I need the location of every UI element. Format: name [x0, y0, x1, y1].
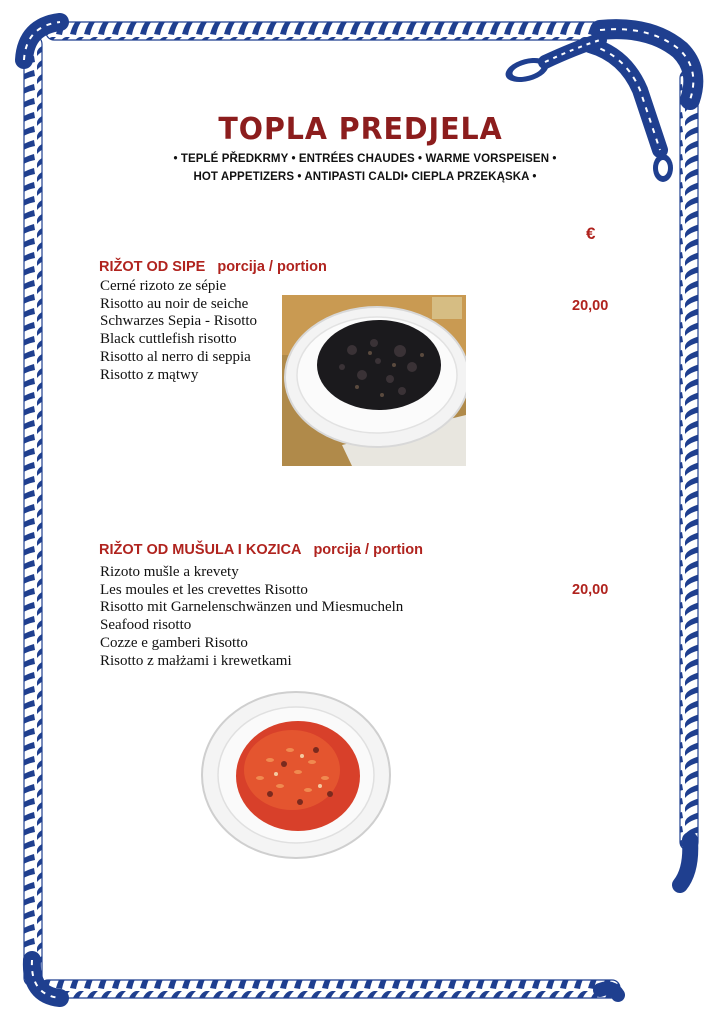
translation-item: Schwarzes Sepia - Risotto	[100, 313, 258, 330]
translation-item: Cozze e gamberi Risotto	[100, 634, 248, 651]
translation-item: Seafood risotto	[100, 617, 192, 634]
translation-item: Cerné rizoto ze sépie	[100, 278, 227, 294]
translation-item: Risotto au noir de seiche	[100, 295, 249, 312]
black-risotto-photo	[282, 295, 466, 466]
portion-label: porcija / portion	[217, 259, 327, 275]
translation-item: Risotto al nerro di seppia	[100, 348, 251, 365]
seafood-risotto-photo	[200, 690, 392, 860]
translation-item: Risotto z mątwy	[100, 366, 199, 383]
subtitle-languages-line-2: HOT APPETIZERS • ANTIPASTI CALDI• CIEPLA PRZEKĄSKA •	[193, 171, 537, 183]
dish-translations	[100, 278, 257, 384]
dish-heading	[99, 259, 327, 275]
page-title: TOPLA PREDJELA	[218, 112, 503, 147]
dish-name: RIŽOT OD SIPE	[99, 259, 206, 275]
translation-item: Les moules et les crevettes Risotto	[100, 581, 308, 598]
subtitle-languages-line-1: • TEPLÉ PŘEDKRMY • ENTRÉES CHAUDES • WARME VORSPEISEN •	[173, 153, 557, 165]
currency-symbol: €	[586, 224, 596, 243]
dish-translations	[100, 564, 403, 670]
translation-item: Black cuttlefish risotto	[100, 331, 237, 348]
translation-item: Risotto z małżami i krewetkami	[100, 652, 292, 669]
translation-item: Rizoto mušle a krevety	[100, 564, 239, 580]
portion-label: porcija / portion	[313, 542, 424, 558]
translation-item: Risotto mit Garnelenschwänzen und Miesmucheln	[100, 599, 404, 616]
dish-price: 20,00	[572, 298, 609, 314]
dish-price: 20,00	[572, 582, 609, 598]
dish-name: RIŽOT OD MUŠULA I KOZICA	[99, 542, 302, 558]
dish-heading	[99, 542, 423, 558]
